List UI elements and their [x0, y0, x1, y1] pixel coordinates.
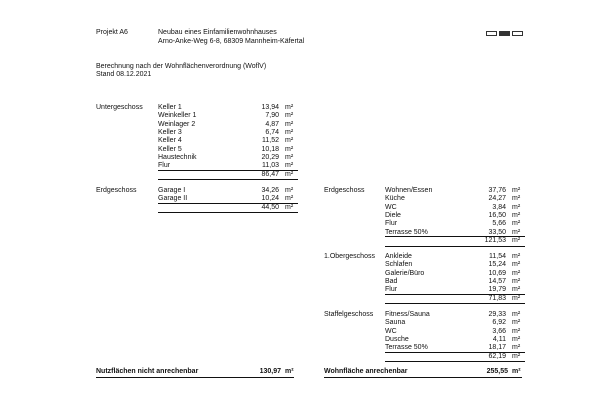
total-underline: [385, 361, 525, 362]
table-row: [385, 278, 525, 286]
table-row: [158, 129, 298, 137]
row-value: 34,26: [261, 187, 279, 194]
total-value: 121,53: [484, 237, 506, 245]
row-name: Weinlager 2: [158, 120, 196, 128]
table-row: [158, 154, 298, 162]
row-value: 4,87: [265, 120, 279, 128]
total-underline: [158, 212, 298, 213]
table-row: [158, 121, 298, 129]
row-name: Garage I: [158, 187, 186, 194]
table-row: [158, 146, 298, 154]
table-row: [385, 261, 525, 269]
row-name: Terrasse 50%: [385, 228, 428, 236]
row-value: 11,03: [262, 162, 279, 170]
section-label-erdgeschoss-wohn: Erdgeschoss: [324, 187, 365, 194]
row-unit: m²: [285, 187, 294, 194]
calc-date: Stand 08.12.2021: [96, 71, 152, 78]
row-value: 29,33: [488, 311, 506, 318]
row-name: Garage II: [158, 195, 188, 203]
section-label-obergeschoss: 1.Obergeschoss: [324, 253, 375, 260]
row-unit: m²: [512, 187, 521, 194]
row-value: 18,17: [488, 344, 506, 352]
total-value: 71,83: [488, 295, 506, 302]
row-value: 37,76: [488, 187, 506, 194]
row-unit: m²: [285, 145, 294, 153]
total-unit: m²: [285, 204, 294, 212]
row-name: Dusche: [385, 335, 409, 343]
row-unit: m²: [285, 128, 294, 136]
total-unit: m²: [512, 295, 521, 302]
row-name: Weinkeller 1: [158, 112, 197, 120]
row-unit: m²: [285, 195, 294, 203]
row-value: 6,74: [265, 128, 279, 136]
row-name: Terrasse 50%: [385, 344, 428, 352]
row-value: 14,57: [488, 277, 506, 285]
table-row: [385, 286, 525, 294]
row-unit: m²: [512, 220, 521, 228]
row-name: Küche: [385, 195, 405, 203]
row-name: Bad: [385, 277, 398, 285]
row-name: Keller 5: [158, 145, 182, 153]
row-name: Flur: [385, 220, 398, 228]
sum-unit-nutz: m²: [285, 368, 294, 375]
table-row: [385, 229, 525, 237]
row-unit: m²: [512, 228, 521, 236]
section-label-staffelgeschoss: Staffelgeschoss: [324, 311, 374, 318]
table-row: [385, 336, 525, 344]
total-row: [385, 237, 525, 245]
sum-underline-wohn: [324, 377, 522, 378]
row-name: Keller 4: [158, 137, 182, 145]
row-unit: m²: [512, 203, 521, 211]
total-row: [385, 295, 525, 303]
calc-title: Berechnung nach der Wohnflächenverordnung (WoflV): [96, 63, 267, 70]
row-value: 11,52: [262, 137, 279, 145]
row-name: Ankleide: [385, 253, 412, 260]
sum-underline-nutz: [96, 377, 294, 378]
row-name: WC: [385, 203, 397, 211]
row-value: 20,29: [261, 153, 279, 161]
sum-unit-wohn: m²: [512, 368, 521, 375]
table-row: [385, 204, 525, 212]
row-name: Sauna: [385, 319, 406, 327]
row-unit: m²: [285, 137, 294, 145]
row-unit: m²: [512, 269, 521, 277]
row-unit: m²: [512, 327, 521, 335]
table-row: [385, 187, 525, 195]
table-row: [385, 311, 525, 319]
row-name: Keller 3: [158, 128, 182, 136]
row-value: 3,84: [492, 203, 506, 211]
row-value: 24,27: [488, 195, 506, 203]
section-label-untergeschoss: Untergeschoss: [96, 104, 143, 111]
total-underline: [385, 303, 525, 304]
row-unit: m²: [285, 153, 294, 161]
total-value: 44,50: [261, 204, 279, 212]
row-unit: m²: [512, 311, 521, 318]
row-value: 4,11: [492, 335, 506, 343]
sum-label-nutz: Nutzflächen nicht anrechenbar: [96, 368, 199, 375]
row-name: Flur: [385, 286, 398, 294]
row-unit: m²: [512, 335, 521, 343]
project-label: Projekt A6: [96, 29, 128, 36]
project-title: Neubau eines Einfamilienwohnhauses: [158, 29, 277, 36]
row-name: Diele: [385, 211, 401, 219]
row-name: Keller 1: [158, 104, 182, 111]
row-name: Flur: [158, 162, 171, 170]
table-row: [158, 112, 298, 120]
total-unit: m²: [512, 353, 521, 360]
table-row: [158, 195, 298, 203]
total-row: [158, 171, 298, 179]
total-value: 86,47: [261, 170, 279, 178]
total-underline: [158, 179, 298, 180]
row-unit: m²: [285, 112, 294, 120]
row-unit: m²: [512, 344, 521, 352]
row-name: Schlafen: [385, 261, 413, 269]
row-unit: m²: [512, 319, 521, 327]
table-row: [158, 187, 298, 195]
row-unit: m²: [285, 120, 294, 128]
row-name: Haustechnik: [158, 153, 197, 161]
row-name: Galerie/Büro: [385, 269, 425, 277]
row-value: 11,54: [489, 253, 506, 260]
total-unit: m²: [285, 170, 294, 178]
row-value: 10,24: [261, 195, 279, 203]
table-row: [385, 344, 525, 352]
row-unit: m²: [512, 277, 521, 285]
total-row: [385, 353, 525, 361]
row-value: 10,18: [261, 145, 279, 153]
row-name: Wohnen/Essen: [385, 187, 433, 194]
table-row: [385, 195, 525, 203]
section-label-erdgeschoss-nutz: Erdgeschoss: [96, 187, 137, 194]
row-value: 15,24: [488, 261, 506, 269]
table-row: [385, 220, 525, 228]
row-value: 19,79: [488, 286, 506, 294]
sum-label-wohn: Wohnfläche anrechenbar: [324, 368, 408, 375]
sum-value-wohn: 255,55: [486, 368, 508, 375]
row-value: 13,94: [261, 104, 279, 111]
table-row: [385, 328, 525, 336]
company-logo: [486, 31, 523, 36]
table-row: [385, 253, 525, 261]
sum-value-nutz: 130,97: [259, 368, 281, 375]
total-unit: m²: [512, 237, 521, 245]
row-value: 16,50: [488, 211, 506, 219]
project-address: Arno-Anke-Weg 6-8, 68309 Mannheim-Käfertal: [158, 38, 305, 45]
row-value: 6,92: [492, 319, 506, 327]
row-unit: m²: [285, 104, 294, 111]
row-name: Fitness/Sauna: [385, 311, 430, 318]
row-unit: m²: [512, 195, 521, 203]
total-row: [158, 204, 298, 212]
row-value: 10,69: [488, 269, 506, 277]
row-value: 7,90: [265, 112, 279, 120]
row-unit: m²: [512, 253, 521, 260]
table-row: [385, 319, 525, 327]
table-row: [385, 270, 525, 278]
table-row: [385, 212, 525, 220]
table-row: [158, 162, 298, 170]
row-unit: m²: [512, 261, 521, 269]
table-row: [158, 104, 298, 112]
row-unit: m²: [512, 286, 521, 294]
row-value: 33,50: [488, 228, 506, 236]
row-value: 5,66: [492, 220, 506, 228]
row-unit: m²: [512, 211, 521, 219]
total-underline: [385, 246, 525, 247]
table-row: [158, 137, 298, 145]
total-value: 62,19: [488, 353, 506, 360]
row-value: 3,66: [492, 327, 506, 335]
row-unit: m²: [285, 162, 294, 170]
row-name: WC: [385, 327, 397, 335]
